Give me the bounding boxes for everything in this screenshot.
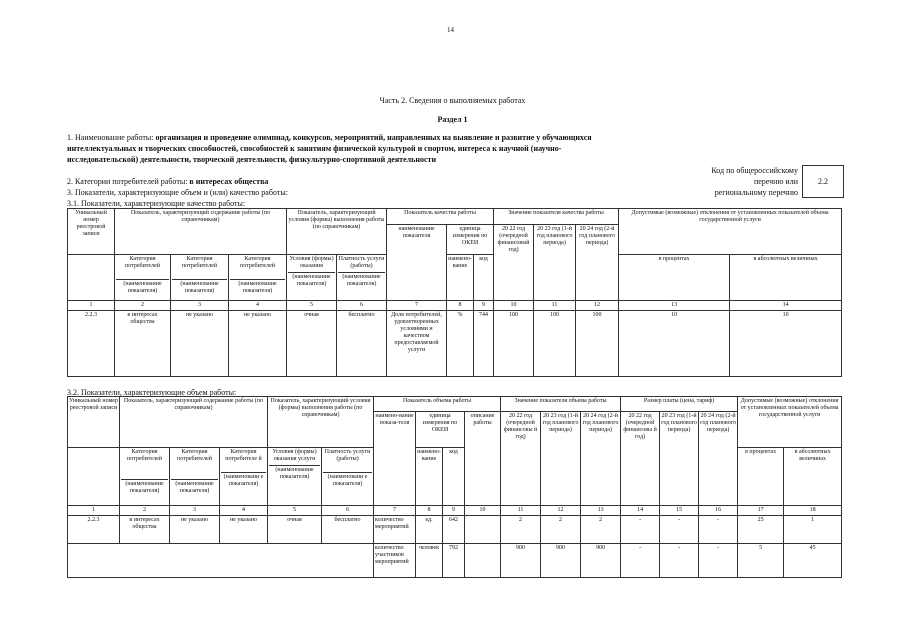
q-h-conds-note: (наименование показателя)	[288, 272, 335, 288]
indicators-line: 3. Показатели, характеризующие объем и (или) качество работы:	[67, 188, 288, 197]
v-col-num-4: 4	[220, 506, 268, 516]
q-h-cat-2-note: (наименование показателя)	[172, 279, 227, 295]
q-h-cat-3-label: Категория потребителей	[240, 256, 275, 269]
q-h-cat-1-label: Категория потребителей	[125, 256, 160, 269]
work-name-line2: интеллектуальных и творческих способностей, способностей к занятиям физической культурой и спортом, интереса к научной (научно-	[67, 144, 562, 153]
q-col-num-7: 7	[387, 301, 447, 311]
v-h-cat-1-label: Категория потребителей	[127, 449, 162, 462]
q-cell-12: 100	[576, 311, 619, 377]
q-col-num-9: 9	[474, 301, 494, 311]
v-col-num-1: 1	[68, 506, 120, 516]
v-h-deviations: Допустимые (возможные) отклонения от установленных показателей объема государственной услуги	[738, 397, 842, 448]
q-cell-5: очная	[287, 311, 337, 377]
category-prefix: 2. Категории потребителей работы:	[67, 177, 190, 186]
q-col-num-11: 11	[534, 301, 576, 311]
q-h-cat-3	[229, 255, 287, 301]
table-row	[68, 516, 842, 544]
part-title: Часть 2. Сведения о выполняемых работах	[379, 96, 526, 105]
v-h-fee: Размер платы (цена, тариф)	[621, 397, 738, 412]
v-h-cat-3-note: (наименовани е показателя)	[221, 472, 266, 488]
q-cell-7: Доля потребителей, удовлетворенных условиями и качеством предоставляемой услуги	[387, 311, 447, 377]
q-h-conds-label: Условия (формы) оказания	[289, 256, 334, 269]
v-col-num-17: 17	[738, 506, 784, 516]
v-cell-r1-11: 2	[501, 516, 541, 544]
q-h-unit: единица измерения по ОКЕИ	[447, 225, 494, 255]
q-col-num-10: 10	[494, 301, 534, 311]
q-h-deviations: Допустимые (возможные) отклонения от установленных показателей объема государственной услуги	[619, 209, 842, 255]
v-cell-r1-8: ед.	[416, 516, 443, 544]
code-label-3: региональному перечню	[714, 188, 798, 197]
v-h-volume: Показатель объема работы	[374, 397, 501, 412]
work-name-bold: организация и проведение олимпиад, конкурсов, мероприятий, направленных на выявление и развитие у обучающихся	[155, 133, 592, 142]
v-column-numbers	[68, 506, 842, 516]
v-cell-r2-15: -	[660, 544, 699, 578]
v-cell-r1-1: 2.2.3	[68, 516, 120, 544]
v-h-f24: 20 24 год (2-й год планового периода)	[699, 412, 738, 506]
q-col-num-3: 3	[171, 301, 229, 311]
v-h-unit-code: код	[443, 448, 465, 506]
v-cell-r1-6: бесплатно	[322, 516, 374, 544]
q-cell-8: %	[447, 311, 474, 377]
q-h-y24: 20 24 год (2-й год планового периода)	[576, 225, 619, 301]
v-col-num-7: 7	[374, 506, 416, 516]
v-cell-r1-10	[465, 516, 501, 544]
v-cell-r1-7: количество мероприятий	[374, 516, 416, 544]
v-h-name: наимено-вание показа-теля	[374, 412, 416, 506]
code-value-text: 2.2	[818, 177, 828, 186]
q-column-numbers	[68, 301, 842, 311]
v-col-num-14: 14	[621, 506, 660, 516]
v-col-num-12: 12	[541, 506, 581, 516]
v-cell-r1-18: 1	[784, 516, 842, 544]
q-cell-11: 100	[534, 311, 576, 377]
volume-title: 3.2. Показатели, характеризующие объем работы:	[67, 388, 237, 397]
v-h-unit-name: наимено-вание	[416, 448, 443, 506]
v-cell-r1-9: 642	[443, 516, 465, 544]
q-h-reg: Уникальный номер реестровой записи	[68, 209, 115, 255]
v-col-num-3: 3	[170, 506, 220, 516]
v-cell-r2-7: количество участников мероприятий	[374, 544, 416, 578]
q-h-pct: в процентах	[619, 255, 730, 301]
v-h-cat-2-label: Категория потребителей	[177, 449, 212, 462]
v-cell-r2-18: 45	[784, 544, 842, 578]
v-h-unit: единица измерения по ОКЕИ	[416, 412, 465, 448]
v-h-abs: в абсолютных величинах	[784, 448, 842, 506]
v-h-y23: 20 23 год (1-й год планового периода)	[541, 412, 581, 506]
v-cell-r1-12: 2	[541, 516, 581, 544]
v-h-values: Значение показателя объема работы	[501, 397, 621, 412]
v-cell-r2-8: человек	[416, 544, 443, 578]
section-title: Раздел 1	[437, 115, 468, 124]
v-h-cat-3-label: Категория потребителе й	[225, 449, 262, 462]
v-h-cat-1	[120, 448, 170, 506]
q-col-num-8: 8	[447, 301, 474, 311]
q-h-name: наименование показателя	[387, 225, 447, 301]
v-cell-r2-spacer	[68, 544, 374, 578]
v-h-pct: в процентах	[738, 448, 784, 506]
q-col-num-13: 13	[619, 301, 730, 311]
category-bold: в интересах общества	[189, 177, 269, 186]
v-h-pay-note: (наименовани е показателя)	[323, 472, 372, 488]
q-cell-14: 10	[730, 311, 842, 377]
category-line	[67, 177, 268, 186]
quality-title: 3.1. Показатели, характеризующие качество работы:	[67, 199, 246, 208]
q-cell-2: в интересах общества	[115, 311, 171, 377]
v-col-num-8: 8	[416, 506, 443, 516]
page-number: 14	[447, 26, 454, 34]
v-h-pay	[322, 448, 374, 506]
q-h-cat-1	[115, 255, 171, 301]
v-h-cat-1-note: (наименование показателя)	[121, 479, 168, 495]
code-value	[802, 165, 844, 198]
v-col-num-6: 6	[322, 506, 374, 516]
v-h-pay-label: Платность услуги (работы)	[324, 449, 371, 462]
q-cell-1: 2.2.3	[68, 311, 115, 377]
v-col-num-10: 10	[465, 506, 501, 516]
q-h-pay	[337, 255, 387, 301]
q-h-abs: в абсолютных величинах	[730, 255, 842, 301]
v-h-content: Показатель, характеризующий содержание работы (по справочникам)	[120, 397, 268, 448]
q-col-num-14: 14	[730, 301, 842, 311]
q-h-y23: 20 23 год (1-й год планового периода)	[534, 225, 576, 301]
v-h-f22: 20 22 год (очередной финансовы й год)	[621, 412, 660, 506]
q-col-num-12: 12	[576, 301, 619, 311]
v-col-num-18: 18	[784, 506, 842, 516]
q-col-num-5: 5	[287, 301, 337, 311]
volume-table	[67, 396, 842, 578]
quality-table	[67, 208, 842, 377]
v-cell-r1-13: 2	[581, 516, 621, 544]
v-cell-r1-15: -	[660, 516, 699, 544]
v-h-reg: Уникальный номер реестровой записи	[68, 397, 120, 448]
code-label-2: перечню или	[753, 177, 798, 186]
table-row	[68, 311, 842, 377]
v-col-num-5: 5	[268, 506, 322, 516]
v-col-num-13: 13	[581, 506, 621, 516]
q-col-num-6: 6	[337, 301, 387, 311]
q-h-cat-3-note: (наименование показателя)	[230, 279, 285, 295]
v-h-cat-2-note: (наименование показателя)	[171, 479, 218, 495]
q-h-cat-1-note: (наименование показателя)	[116, 279, 169, 295]
q-h-blank	[68, 255, 115, 301]
table-row	[68, 544, 842, 578]
q-h-values: Значение показателя качества работы	[494, 209, 619, 225]
v-cell-r1-3: не указано	[170, 516, 220, 544]
v-h-y24: 20 24 год (2-й год планового периода)	[581, 412, 621, 506]
v-col-num-2: 2	[120, 506, 170, 516]
q-h-unit-code: код	[474, 255, 494, 301]
q-h-quality: Показатель качества работы	[387, 209, 494, 225]
v-h-conds-note: (наименование показателя)	[269, 465, 320, 481]
v-h-blank	[68, 448, 120, 506]
q-cell-9: 744	[474, 311, 494, 377]
q-cell-13: 10	[619, 311, 730, 377]
v-h-cat-2	[170, 448, 220, 506]
q-cell-6: бесплатно	[337, 311, 387, 377]
work-name-line3: исследовательской) деятельности, творческой деятельности, физкультурно-спортивной деятельности	[67, 155, 437, 164]
v-h-cat-3	[220, 448, 268, 506]
v-h-desc: описание работы	[465, 412, 501, 506]
q-h-pay-note: (наименование показателя)	[338, 272, 385, 288]
work-name	[67, 133, 707, 142]
q-cell-3: не указано	[171, 311, 229, 377]
v-cell-r2-11: 900	[501, 544, 541, 578]
q-h-conds	[287, 255, 337, 301]
v-col-num-16: 16	[699, 506, 738, 516]
v-cell-r2-16: -	[699, 544, 738, 578]
q-col-num-2: 2	[115, 301, 171, 311]
v-cell-r1-4: не указано	[220, 516, 268, 544]
code-label-1: Код по общероссийскому	[711, 166, 798, 175]
q-h-cat-2	[171, 255, 229, 301]
v-cell-r1-16: -	[699, 516, 738, 544]
v-h-conds-label: Условия (формы) оказания услуги	[272, 449, 317, 462]
v-col-num-11: 11	[501, 506, 541, 516]
q-h-pay-label: Платность услуги (работы)	[338, 256, 385, 269]
v-cell-r2-10	[465, 544, 501, 578]
work-name-prefix: 1. Наименование работы:	[67, 133, 156, 142]
v-h-conditions: Показатель, характеризующий условия (формы) выполнения работы (по справочникам)	[268, 397, 374, 448]
q-h-cat-2-label: Категория потребителей	[182, 256, 217, 269]
v-cell-r2-9: 792	[443, 544, 465, 578]
q-h-conditions: Показатель, характеризующий условия (формы) выполнения работы (по справочникам)	[287, 209, 387, 255]
q-col-num-4: 4	[229, 301, 287, 311]
v-h-conds	[268, 448, 322, 506]
v-cell-r2-12: 900	[541, 544, 581, 578]
q-h-content: Показатель, характеризующий содержание работы (по справочникам)	[115, 209, 287, 255]
v-h-y22: 20 22 год (очередной финансовы й год)	[501, 412, 541, 506]
q-col-num-1: 1	[68, 301, 115, 311]
v-h-f23: 20 23 год (1-й год планового периода)	[660, 412, 699, 506]
q-h-y22: 20 22 год (очередной финансовый год)	[494, 225, 534, 301]
v-cell-r1-5: очная	[268, 516, 322, 544]
v-cell-r1-14: -	[621, 516, 660, 544]
v-cell-r2-17: 5	[738, 544, 784, 578]
v-cell-r2-13: 900	[581, 544, 621, 578]
q-cell-4: не указано	[229, 311, 287, 377]
v-cell-r2-14: -	[621, 544, 660, 578]
q-h-unit-name: наимено-вание	[447, 255, 474, 301]
v-cell-r1-2: в интересах общества	[120, 516, 170, 544]
v-cell-r1-17: 25	[738, 516, 784, 544]
q-cell-10: 100	[494, 311, 534, 377]
v-col-num-9: 9	[443, 506, 465, 516]
v-col-num-15: 15	[660, 506, 699, 516]
